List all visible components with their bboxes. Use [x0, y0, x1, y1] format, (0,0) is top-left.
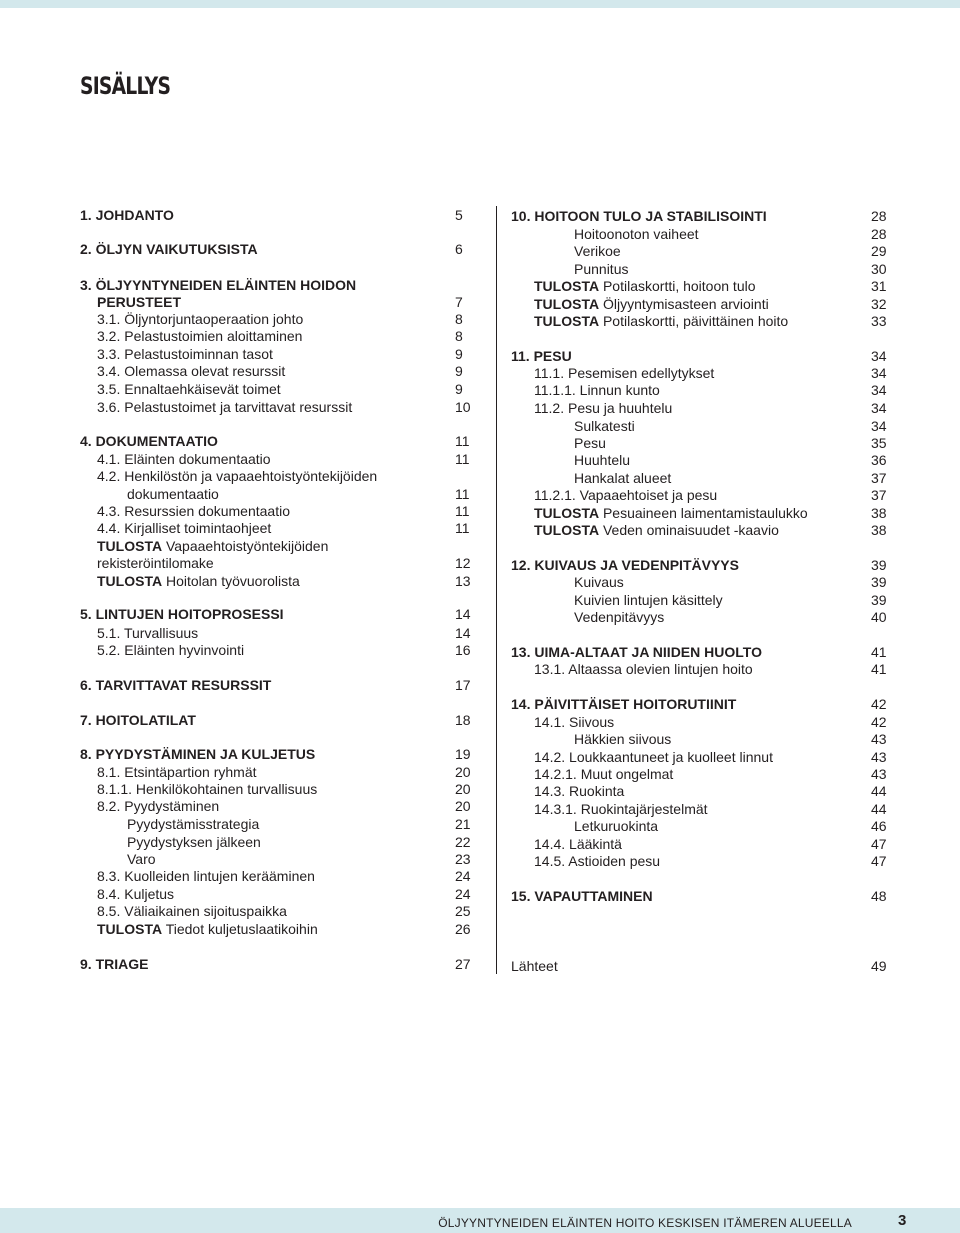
- toc-entry-label: 7. HOITOLATILAT: [80, 712, 196, 728]
- toc-entry: [0, 486, 960, 504]
- toc-entry: [0, 312, 960, 330]
- toc-entry-page: 9: [455, 381, 463, 397]
- toc-entry-page: 43: [871, 766, 887, 782]
- toc-entry-page: 8: [455, 311, 463, 327]
- toc-entry-page: 35: [871, 435, 887, 451]
- toc-entry: [0, 573, 960, 591]
- toc-entry: [0, 277, 960, 295]
- toc-entry-label: [534, 295, 769, 313]
- toc-entry-label: 11.1. Pesemisen edellytykset: [534, 365, 715, 381]
- toc-entry: [0, 765, 960, 783]
- toc-entry-label: [534, 504, 808, 522]
- toc-entry-label: 14.4. Lääkintä: [534, 836, 622, 852]
- toc-entry: [0, 399, 960, 417]
- toc-entry: [0, 713, 960, 731]
- toc-entry-text: Hoitolan työvuorolista: [165, 573, 300, 589]
- toc-entry-label: dokumentaatio: [127, 486, 219, 502]
- toc-entry-page: 34: [871, 382, 887, 398]
- toc-entry-page: 33: [871, 313, 887, 329]
- toc-entry-page: 11: [455, 433, 470, 449]
- toc-entry-label: 11.2. Pesu ja huuhtelu: [534, 400, 673, 416]
- toc-entry: [0, 782, 960, 800]
- toc-entry-page: 11: [455, 486, 470, 502]
- toc-entry: [0, 730, 960, 748]
- toc-entry-page: 40: [871, 609, 887, 625]
- page-title: SISÄLLYS: [80, 72, 171, 100]
- toc-entry: [0, 556, 960, 574]
- toc-entry-label: 3.2. Pelastustoimien aloittaminen: [97, 328, 303, 344]
- toc-entry: [0, 591, 960, 609]
- toc-entry-label: 13.1. Altaassa olevien lintujen hoito: [534, 661, 753, 677]
- toc-entry-page: 13: [455, 573, 471, 589]
- toc-entry: [0, 887, 960, 905]
- toc-entry-page: 39: [871, 574, 887, 590]
- toc-entry-page: 34: [871, 365, 887, 381]
- toc-entry-label: Letkuruokinta: [574, 818, 659, 834]
- toc-entry-label: 3.6. Pelastustoimet ja tarvittavat resurssit: [97, 399, 353, 415]
- toc-entry-page: 34: [871, 418, 887, 434]
- toc-entry-label: 3. ÖLJYYNTYNEIDEN ELÄINTEN HOIDON: [80, 277, 357, 293]
- toc-entry-page: 47: [871, 836, 887, 852]
- toc-entry-label: 8.3. Kuolleiden lintujen kerääminen: [97, 868, 315, 884]
- toc-entry: [0, 852, 960, 870]
- toc-entry-label: 8.1.1. Henkilökohtainen turvallisuus: [97, 781, 318, 797]
- toc-entry-label: rekisteröintilomake: [97, 555, 214, 571]
- toc-entry: [0, 660, 960, 678]
- toc-entry-page: 42: [871, 696, 887, 712]
- toc-entry-label: 6. TARVITTAVAT RESURSSIT: [80, 677, 272, 693]
- toc-entry-page: 12: [455, 555, 471, 571]
- toc-entry: [0, 242, 960, 260]
- toc-entry-label: 11.2.1. Vapaaehtoiset ja pesu: [534, 487, 718, 503]
- print-form-tag: TULOSTA: [97, 538, 163, 554]
- toc-entry-page: 26: [455, 921, 471, 937]
- toc-entry-page: 29: [871, 243, 887, 259]
- toc-entry-text: Tiedot kuljetuslaatikoihin: [165, 921, 318, 937]
- toc-entry-page: 49: [871, 958, 887, 974]
- toc-entry: [0, 676, 960, 694]
- toc-entry-page: 18: [455, 712, 471, 728]
- toc-entry: [0, 207, 960, 225]
- toc-entry-label: 14.2.1. Muut ongelmat: [534, 766, 674, 782]
- toc-entry-label: Hankalat alueet: [574, 470, 672, 486]
- toc-entry-label: 8. PYYDYSTÄMINEN JA KULJETUS: [80, 746, 316, 762]
- toc-entry-page: 41: [871, 661, 887, 677]
- toc-entry-page: 27: [455, 956, 471, 972]
- toc-entry-page: 31: [871, 278, 887, 294]
- toc-entry-label: 5.1. Turvallisuus: [97, 625, 199, 641]
- toc-entry-label: 14.3.1. Ruokintajärjestelmät: [534, 801, 708, 817]
- toc-entry-page: 41: [871, 644, 887, 660]
- toc-entry: [0, 643, 960, 661]
- toc-entry-label: [534, 277, 756, 295]
- toc-entry-label: 9. TRIAGE: [80, 956, 149, 972]
- print-form-tag: TULOSTA: [97, 921, 163, 937]
- toc-entry-label: 3.3. Pelastustoiminnan tasot: [97, 346, 273, 362]
- toc-entry-page: 47: [871, 853, 887, 869]
- toc-entry-label: 3.4. Olemassa olevat resurssit: [97, 363, 286, 379]
- toc-entry-page: 6: [455, 241, 463, 257]
- toc-entry-label: Kuivien lintujen käsittely: [574, 592, 723, 608]
- toc-entry-label: Huuhtelu: [574, 452, 631, 468]
- toc-entry-page: 14: [455, 625, 471, 641]
- toc-entry-label: [97, 537, 328, 555]
- toc-entry-label: 14.2. Loukkaantuneet ja kuolleet linnut: [534, 749, 773, 765]
- toc-entry-label: Kuivaus: [574, 574, 624, 590]
- toc-entry-label: Pyydystämisstrategia: [127, 816, 260, 832]
- toc-entry-label: 5.2. Eläinten hyvinvointi: [97, 642, 245, 658]
- print-form-tag: TULOSTA: [534, 296, 600, 312]
- toc-entry-label: 11.1.1. Linnun kunto: [534, 382, 660, 398]
- print-form-tag: TULOSTA: [534, 313, 600, 329]
- toc-entry: [0, 417, 960, 435]
- footer-page-number: 3: [898, 1212, 907, 1229]
- toc-entry-label: 4.2. Henkilöstön ja vapaaehtoistyöntekijöiden: [97, 468, 378, 484]
- toc-entry-page: 24: [455, 868, 471, 884]
- toc-entry-label: [534, 521, 779, 539]
- toc-entry: [0, 504, 960, 522]
- toc-entry-page: 9: [455, 363, 463, 379]
- toc-entry-page: 39: [871, 592, 887, 608]
- toc-entry-label: Sulkatesti: [574, 418, 635, 434]
- toc-entry-label: 12. KUIVAUS JA VEDENPITÄVYYS: [511, 557, 739, 573]
- toc-entry: [0, 537, 960, 555]
- toc-entry-label: 4.3. Resurssien dokumentaatio: [97, 503, 290, 519]
- print-form-tag: TULOSTA: [534, 522, 600, 538]
- toc-entry: [0, 800, 960, 818]
- toc-entry: [0, 521, 960, 539]
- toc-entry-page: 20: [455, 798, 471, 814]
- toc-entry-label: Lähteet: [511, 958, 558, 974]
- toc-entry-label: Hoitoonoton vaiheet: [574, 226, 699, 242]
- toc-entry-label: 14.5. Astioiden pesu: [534, 853, 661, 869]
- toc-entry-page: 20: [455, 781, 471, 797]
- toc-entry-page: 11: [455, 451, 470, 467]
- toc-entry-text: Potilaskortti, päivittäinen hoito: [602, 313, 789, 329]
- toc-entry: [0, 608, 960, 626]
- toc-entry-page: 5: [455, 207, 463, 223]
- toc-entry-label: Pyydystyksen jälkeen: [127, 834, 261, 850]
- toc-entry: [0, 347, 960, 365]
- toc-entry-label: 1. JOHDANTO: [80, 207, 174, 223]
- toc-entry-label: 8.5. Väliaikainen sijoituspaikka: [97, 903, 287, 919]
- toc-entry-text: Potilaskortti, hoitoon tulo: [602, 278, 756, 294]
- print-form-tag: TULOSTA: [97, 573, 163, 589]
- toc-entry-page: 39: [871, 557, 887, 573]
- toc-entry-label: 11. PESU: [511, 348, 572, 364]
- toc-entry-page: 9: [455, 346, 463, 362]
- toc-entry-page: 22: [455, 834, 471, 850]
- toc-entry-page: 48: [871, 888, 887, 904]
- toc-entry: [0, 434, 960, 452]
- toc-entry: [0, 451, 960, 469]
- toc-entry: [0, 364, 960, 382]
- toc-entry-page: 32: [871, 296, 887, 312]
- toc-entry-text: Pesuaineen laimentamistaulukko: [602, 505, 808, 521]
- toc-entry: [0, 260, 960, 278]
- toc-entry-page: 36: [871, 452, 887, 468]
- toc-entry-page: 23: [455, 851, 471, 867]
- toc-entry-label: 13. UIMA-ALTAAT JA NIIDEN HUOLTO: [511, 644, 762, 660]
- toc-entry-label: PERUSTEET: [97, 294, 182, 310]
- toc-entry-label: [534, 312, 788, 330]
- toc-entry-page: 43: [871, 731, 887, 747]
- toc-entry-label: 4. DOKUMENTAATIO: [80, 433, 218, 449]
- toc-entry-label: Vedenpitävyys: [574, 609, 665, 625]
- toc-entry-page: 11: [455, 503, 470, 519]
- print-form-tag: TULOSTA: [534, 278, 600, 294]
- toc-entry: [0, 920, 960, 938]
- toc-entry: [0, 748, 960, 766]
- toc-entry: [0, 695, 960, 713]
- print-form-tag: TULOSTA: [534, 505, 600, 521]
- toc-entry-label: 8.1. Etsintäpartion ryhmät: [97, 764, 257, 780]
- toc-entry-page: 28: [871, 226, 887, 242]
- toc-entry-label: 3.5. Ennaltaehkäisevät toimet: [97, 381, 281, 397]
- toc-entry-page: 24: [455, 886, 471, 902]
- toc-entry-label: 4.4. Kirjalliset toimintaohjeet: [97, 520, 272, 536]
- toc-entry-text: Veden ominaisuudet -kaavio: [602, 522, 779, 538]
- toc-entry: [0, 835, 960, 853]
- toc-entry-page: 44: [871, 801, 887, 817]
- toc-entry-label: [97, 920, 318, 938]
- toc-entry-label: Pesu: [574, 435, 606, 451]
- toc-entry-label: Verikoe: [574, 243, 621, 259]
- toc-entry: [0, 957, 960, 975]
- toc-entry-page: 25: [455, 903, 471, 919]
- toc-entry: [0, 295, 960, 313]
- toc-entry-page: 37: [871, 470, 887, 486]
- toc-entry-page: 17: [455, 677, 471, 693]
- toc-entry-label: 14.3. Ruokinta: [534, 783, 625, 799]
- toc-entry-page: 7: [455, 294, 463, 310]
- toc-entry-label: 4.1. Eläinten dokumentaatio: [97, 451, 271, 467]
- toc-entry-page: 19: [455, 746, 471, 762]
- toc-entry-label: 15. VAPAUTTAMINEN: [511, 888, 653, 904]
- toc-entry-label: 8.4. Kuljetus: [97, 886, 175, 902]
- toc-entry-label: 14.1. Siivous: [534, 714, 615, 730]
- toc-entry-page: 8: [455, 328, 463, 344]
- toc-entry-page: 34: [871, 348, 887, 364]
- toc-entry-page: 10: [455, 399, 471, 415]
- toc-entry-text: Öljyyntymisasteen arviointi: [602, 296, 769, 312]
- toc-entry-text: Vapaaehtoistyöntekijöiden: [165, 538, 329, 554]
- footer-title: ÖLJYYNTYNEIDEN ELÄINTEN HOITO KESKISEN ITÄMEREN ALUEELLA: [438, 1216, 852, 1230]
- toc-entry: [0, 817, 960, 835]
- toc-entry-page: 44: [871, 783, 887, 799]
- toc-entry-label: Varo: [127, 851, 156, 867]
- toc-entry-label: 2. ÖLJYN VAIKUTUKSISTA: [80, 241, 258, 257]
- toc-entry: [0, 624, 960, 642]
- toc-entry-page: 37: [871, 487, 887, 503]
- toc-entry-page: 38: [871, 522, 887, 538]
- toc-entry: [0, 225, 960, 243]
- toc-entry-page: 14: [455, 606, 471, 622]
- toc-entry-label: 10. HOITOON TULO JA STABILISOINTI: [511, 208, 767, 224]
- toc-entry-label: 14. PÄIVITTÄISET HOITORUTIINIT: [511, 696, 737, 712]
- toc-entry-page: 11: [455, 520, 470, 536]
- toc-entry-page: 21: [455, 816, 471, 832]
- toc-entry-label: Punnitus: [574, 261, 629, 277]
- toc-entry-page: 38: [871, 505, 887, 521]
- toc-entry-label: Häkkien siivous: [574, 731, 672, 747]
- toc-entry-page: 20: [455, 764, 471, 780]
- toc-entry-page: 43: [871, 749, 887, 765]
- toc-entry-page: 28: [871, 208, 887, 224]
- toc-entry-page: 34: [871, 400, 887, 416]
- toc-entry-label: 5. LINTUJEN HOITOPROSESSI: [80, 606, 284, 622]
- toc-entry: [0, 381, 960, 399]
- toc-entry-label: 3.1. Öljyntorjuntaoperaation johto: [97, 311, 304, 327]
- toc-entry-page: 46: [871, 818, 887, 834]
- toc-entry-label: 8.2. Pyydystäminen: [97, 798, 220, 814]
- toc-entry-page: 16: [455, 642, 471, 658]
- toc-entry-page: 30: [871, 261, 887, 277]
- toc-entry-page: 42: [871, 714, 887, 730]
- toc-entry: [0, 469, 960, 487]
